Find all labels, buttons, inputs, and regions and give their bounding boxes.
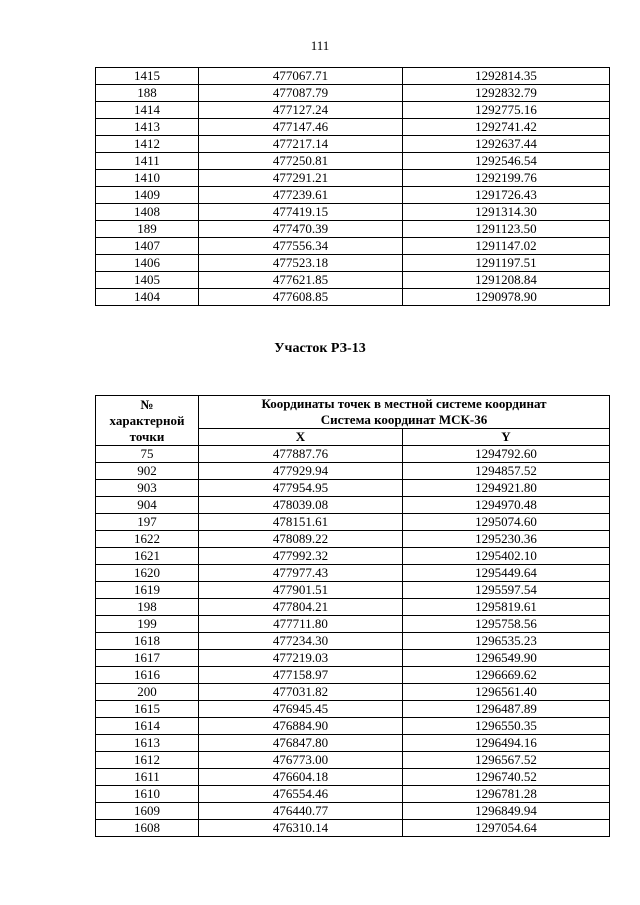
table-row (96, 735, 610, 752)
x-cell: 477087.79 (199, 85, 403, 102)
y-cell: 1291197.51 (403, 255, 610, 272)
point-number-cell: 198 (96, 599, 199, 616)
x-cell: 477147.46 (199, 119, 403, 136)
x-cell: 477954.95 (199, 480, 403, 497)
point-number-cell: 1619 (96, 582, 199, 599)
y-cell: 1294921.80 (403, 480, 610, 497)
y-cell: 1292814.35 (403, 68, 610, 85)
point-number-cell: 904 (96, 497, 199, 514)
point-number-cell: 1405 (96, 272, 199, 289)
x-cell: 477523.18 (199, 255, 403, 272)
coords-system-header: Система координат МСК-36 (199, 412, 610, 429)
point-number-cell: 1616 (96, 667, 199, 684)
x-cell: 476884.90 (199, 718, 403, 735)
table-row (96, 786, 610, 803)
y-cell: 1295758.56 (403, 616, 610, 633)
table-row (96, 480, 610, 497)
coordinates-table-continued (95, 67, 610, 306)
point-number-header-line1: № (140, 396, 154, 412)
x-cell: 476440.77 (199, 803, 403, 820)
table-row (96, 102, 610, 119)
table-row (96, 616, 610, 633)
y-cell: 1294792.60 (403, 446, 610, 463)
point-number-cell: 1610 (96, 786, 199, 803)
point-number-header (96, 396, 199, 446)
table-row (96, 599, 610, 616)
point-number-cell: 1411 (96, 153, 199, 170)
x-cell: 476773.00 (199, 752, 403, 769)
x-cell: 477804.21 (199, 599, 403, 616)
y-cell: 1292832.79 (403, 85, 610, 102)
point-number-cell: 1611 (96, 769, 199, 786)
x-cell: 477031.82 (199, 684, 403, 701)
point-number-cell: 1609 (96, 803, 199, 820)
section-title: Участок РЗ-13 (274, 341, 366, 356)
table-row (96, 119, 610, 136)
point-number-cell: 1613 (96, 735, 199, 752)
point-number-cell: 1406 (96, 255, 199, 272)
point-number-cell: 200 (96, 684, 199, 701)
table-row (96, 531, 610, 548)
y-cell: 1291314.30 (403, 204, 610, 221)
point-number-cell: 1618 (96, 633, 199, 650)
point-number-header-line2: характерной (109, 412, 185, 428)
y-cell: 1296740.52 (403, 769, 610, 786)
x-cell: 477470.39 (199, 221, 403, 238)
x-cell: 477127.24 (199, 102, 403, 119)
x-cell: 477556.34 (199, 238, 403, 255)
y-cell: 1296550.35 (403, 718, 610, 735)
point-number-cell: 1409 (96, 187, 199, 204)
point-number-cell: 1413 (96, 119, 199, 136)
y-cell: 1292637.44 (403, 136, 610, 153)
table-row (96, 204, 610, 221)
table-row (96, 170, 610, 187)
x-cell: 478039.08 (199, 497, 403, 514)
x-cell: 478151.61 (199, 514, 403, 531)
point-number-cell: 1608 (96, 820, 199, 837)
table-row (96, 650, 610, 667)
table-row (96, 85, 610, 102)
y-cell: 1292546.54 (403, 153, 610, 170)
table-row (96, 463, 610, 480)
y-cell: 1291726.43 (403, 187, 610, 204)
y-column-header: Y (403, 429, 610, 446)
x-cell: 477621.85 (199, 272, 403, 289)
point-number-cell: 1412 (96, 136, 199, 153)
y-cell: 1297054.64 (403, 820, 610, 837)
table-row (96, 153, 610, 170)
x-cell: 477419.15 (199, 204, 403, 221)
y-cell: 1296669.62 (403, 667, 610, 684)
x-cell: 476847.80 (199, 735, 403, 752)
y-cell: 1294857.52 (403, 463, 610, 480)
x-cell: 477711.80 (199, 616, 403, 633)
y-cell: 1295230.36 (403, 531, 610, 548)
y-cell: 1296487.89 (403, 701, 610, 718)
table-row (96, 769, 610, 786)
point-number-cell: 1612 (96, 752, 199, 769)
y-cell: 1296494.16 (403, 735, 610, 752)
y-cell: 1296567.52 (403, 752, 610, 769)
point-number-cell: 1407 (96, 238, 199, 255)
table-row (96, 289, 610, 306)
point-number-cell: 1621 (96, 548, 199, 565)
y-cell: 1292199.76 (403, 170, 610, 187)
y-cell: 1291123.50 (403, 221, 610, 238)
point-number-cell: 1408 (96, 204, 199, 221)
table-row (96, 633, 610, 650)
table-row (96, 718, 610, 735)
point-number-cell: 1414 (96, 102, 199, 119)
x-cell: 477250.81 (199, 153, 403, 170)
coordinates-table (95, 395, 610, 837)
table-row (96, 238, 610, 255)
x-cell: 478089.22 (199, 531, 403, 548)
x-cell: 477067.71 (199, 68, 403, 85)
x-cell: 476604.18 (199, 769, 403, 786)
table-row (96, 701, 610, 718)
x-cell: 477977.43 (199, 565, 403, 582)
y-cell: 1291147.02 (403, 238, 610, 255)
x-cell: 477219.03 (199, 650, 403, 667)
point-number-cell: 1622 (96, 531, 199, 548)
table-row (96, 514, 610, 531)
table-row (96, 565, 610, 582)
y-cell: 1296561.40 (403, 684, 610, 701)
point-number-cell: 189 (96, 221, 199, 238)
page-number: 111 (310, 38, 330, 53)
point-number-cell: 199 (96, 616, 199, 633)
x-column-header: X (199, 429, 403, 446)
table-row (96, 684, 610, 701)
point-number-cell: 903 (96, 480, 199, 497)
table-row (96, 446, 610, 463)
point-number-cell: 1404 (96, 289, 199, 306)
table-row (96, 582, 610, 599)
table-row (96, 68, 610, 85)
point-number-cell: 1615 (96, 701, 199, 718)
table-row (96, 752, 610, 769)
table-row (96, 255, 610, 272)
coords-title-header: Координаты точек в местной системе координат (199, 396, 610, 413)
x-cell: 477901.51 (199, 582, 403, 599)
point-number-cell: 1617 (96, 650, 199, 667)
y-cell: 1296549.90 (403, 650, 610, 667)
x-cell: 477929.94 (199, 463, 403, 480)
point-number-cell: 1614 (96, 718, 199, 735)
point-number-cell: 1620 (96, 565, 199, 582)
x-cell: 477291.21 (199, 170, 403, 187)
y-cell: 1295402.10 (403, 548, 610, 565)
y-cell: 1292775.16 (403, 102, 610, 119)
table-row (96, 497, 610, 514)
x-cell: 476554.46 (199, 786, 403, 803)
table-row (96, 803, 610, 820)
y-cell: 1291208.84 (403, 272, 610, 289)
point-number-cell: 188 (96, 85, 199, 102)
table-row (96, 272, 610, 289)
x-cell: 477217.14 (199, 136, 403, 153)
y-cell: 1295449.64 (403, 565, 610, 582)
x-cell: 476310.14 (199, 820, 403, 837)
x-cell: 477158.97 (199, 667, 403, 684)
table-row (96, 221, 610, 238)
table-row (96, 820, 610, 837)
y-cell: 1295597.54 (403, 582, 610, 599)
point-number-header-line3: точки (129, 428, 165, 444)
point-number-cell: 902 (96, 463, 199, 480)
y-cell: 1295074.60 (403, 514, 610, 531)
table-body (96, 446, 610, 837)
x-cell: 477608.85 (199, 289, 403, 306)
y-cell: 1295819.61 (403, 599, 610, 616)
y-cell: 1296781.28 (403, 786, 610, 803)
table-row (96, 667, 610, 684)
table-row (96, 187, 610, 204)
table-body (96, 68, 610, 306)
point-number-cell: 1410 (96, 170, 199, 187)
table-row (96, 136, 610, 153)
point-number-cell: 197 (96, 514, 199, 531)
x-cell: 477239.61 (199, 187, 403, 204)
y-cell: 1292741.42 (403, 119, 610, 136)
point-number-cell: 1415 (96, 68, 199, 85)
y-cell: 1294970.48 (403, 497, 610, 514)
x-cell: 477234.30 (199, 633, 403, 650)
point-number-cell: 75 (96, 446, 199, 463)
table-row (96, 548, 610, 565)
x-cell: 476945.45 (199, 701, 403, 718)
x-cell: 477992.32 (199, 548, 403, 565)
x-cell: 477887.76 (199, 446, 403, 463)
y-cell: 1296849.94 (403, 803, 610, 820)
y-cell: 1296535.23 (403, 633, 610, 650)
y-cell: 1290978.90 (403, 289, 610, 306)
